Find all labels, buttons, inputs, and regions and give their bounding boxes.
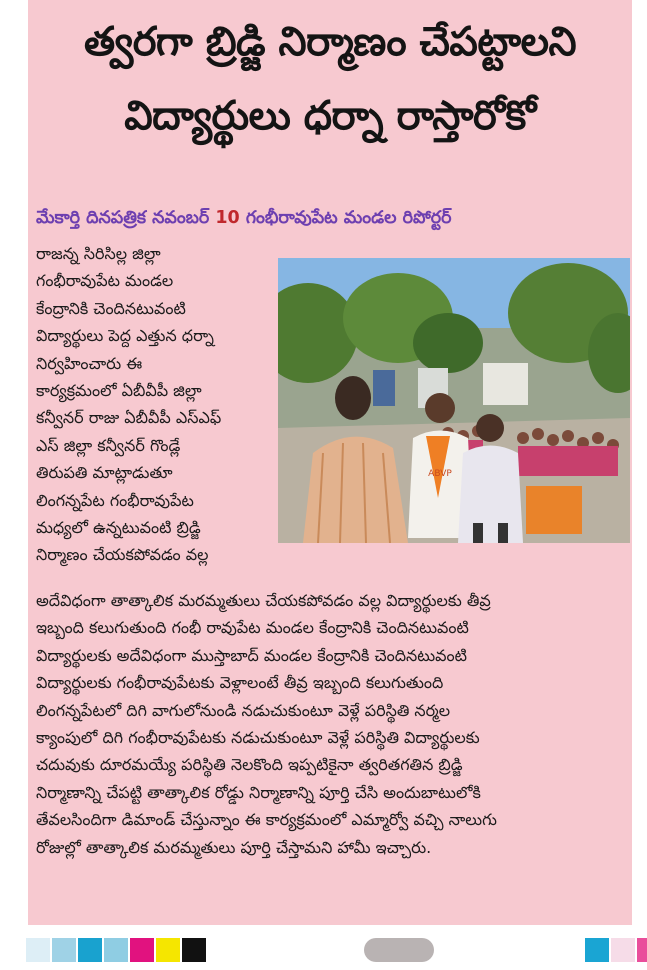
body-line: తేవలసిందిగా డిమాండ్ చేస్తున్నాం ఈ కార్యక్రమంలో ఎమ్మార్వో వచ్చి నాలుగు bbox=[36, 810, 497, 830]
body-line: క్యాంపులో దిగి గంభీరావుపేటకు నడుచుకుంటూ వెళ్లే పరిస్థితి విద్యార్థులకు bbox=[36, 728, 480, 748]
article-body-full-width bbox=[36, 587, 497, 861]
body-line: తిరుపతి మాట్లాడుతూ bbox=[36, 463, 173, 483]
color-swatch bbox=[585, 938, 609, 962]
body-line: అదేవిధంగా తాత్కాలిక మరమ్మతులు చేయకపోవడం వల్ల విద్యార్థులకు తీవ్ర bbox=[36, 591, 491, 610]
body-line: విద్యార్థులు పెద్ద ఎత్తున ధర్నా bbox=[36, 326, 214, 346]
dateline-prefix: మేకార్తి దినపత్రిక నవంబర్ bbox=[36, 208, 210, 228]
article-panel bbox=[28, 0, 632, 925]
body-line: ఇబ్బంది కలుగుతుంది గంభీ రావుపేట మండల కేంద్రానికి చెందినటువంటి bbox=[36, 618, 469, 638]
banner-text: ABVP bbox=[428, 469, 452, 479]
color-swatch bbox=[611, 938, 635, 962]
color-swatch bbox=[78, 938, 102, 962]
body-line: రోజుల్లో తాత్కాలిక మరమ్మతులు పూర్తి చేస్తామని హామీ ఇచ్చారు. bbox=[36, 837, 432, 857]
color-swatch bbox=[104, 938, 128, 962]
dateline-date: 10 bbox=[215, 208, 240, 228]
body-line: లింగన్నపేట గంభీరావుపేట bbox=[36, 490, 194, 510]
news-photo bbox=[278, 258, 630, 543]
headline-line-2: విద్యార్థులు ధర్నా రాస్తారోకో bbox=[124, 93, 536, 139]
color-swatch bbox=[637, 938, 647, 962]
body-line: మధ్యలో ఉన్నటువంటి బ్రిడ్జి bbox=[36, 518, 201, 538]
body-line: గంభీరావుపేట మండల bbox=[36, 271, 174, 291]
body-line: రాజన్న సిరిసిల్ల జిల్లా bbox=[36, 244, 161, 263]
registration-mark bbox=[364, 938, 434, 962]
body-line: చదువుకు దూరమయ్యే పరిస్థితి నెలకొంది ఇప్పటికైనా త్వరితగతిన బ్రిడ్జి bbox=[36, 755, 463, 775]
body-line: నిర్మాణం చేయకపోవడం వల్ల bbox=[36, 545, 209, 565]
color-swatch bbox=[130, 938, 154, 962]
color-swatch bbox=[156, 938, 180, 962]
headline-line-1: త్వరగా బ్రిడ్జి నిర్మాణం చేపట్టాలని bbox=[83, 19, 577, 65]
body-line: నిర్వహించారు ఈ bbox=[36, 353, 143, 373]
color-swatch bbox=[52, 938, 76, 962]
body-line: లింగన్నపేటలో దిగి వాగులోనుండి నడుచుకుంటూ వెళ్లే పరిస్థితి నర్మల bbox=[36, 700, 451, 720]
body-line: నిర్మాణాన్ని చేపట్టి తాత్కాలిక రోడ్డు నిర్మాణాన్ని పూర్తి చేసి అందుబాటులోకి bbox=[36, 782, 481, 802]
dateline bbox=[36, 208, 626, 232]
body-line: కన్వీనర్ రాజు ఏబీవీపీ ఎస్ఎఫ్ bbox=[36, 408, 222, 428]
article-body-left-column bbox=[36, 240, 221, 569]
body-line: కేంద్రానికి చెందినటువంటి bbox=[36, 298, 186, 318]
body-line: విద్యార్థులకు అదేవిధంగా ముస్తాబాద్ మండల కేంద్రానికి చెందినటువంటి bbox=[36, 645, 467, 665]
color-swatch bbox=[182, 938, 206, 962]
body-line: విద్యార్థులకు గంభీరావుపేటకు వెళ్లాలంటే తీవ్ర ఇబ్బంది కలుగుతుంది bbox=[36, 673, 444, 693]
body-line: కార్యక్రమంలో ఏబీవీపీ జిల్లా bbox=[36, 381, 202, 401]
protest-scene bbox=[278, 258, 630, 543]
color-swatch bbox=[26, 938, 50, 962]
dateline-suffix: గంభీరావుపేట మండల రిపోర్టర్ bbox=[245, 208, 452, 228]
body-line: ఎస్ జిల్లా కన్వీనర్ గొండ్లే bbox=[36, 435, 181, 455]
